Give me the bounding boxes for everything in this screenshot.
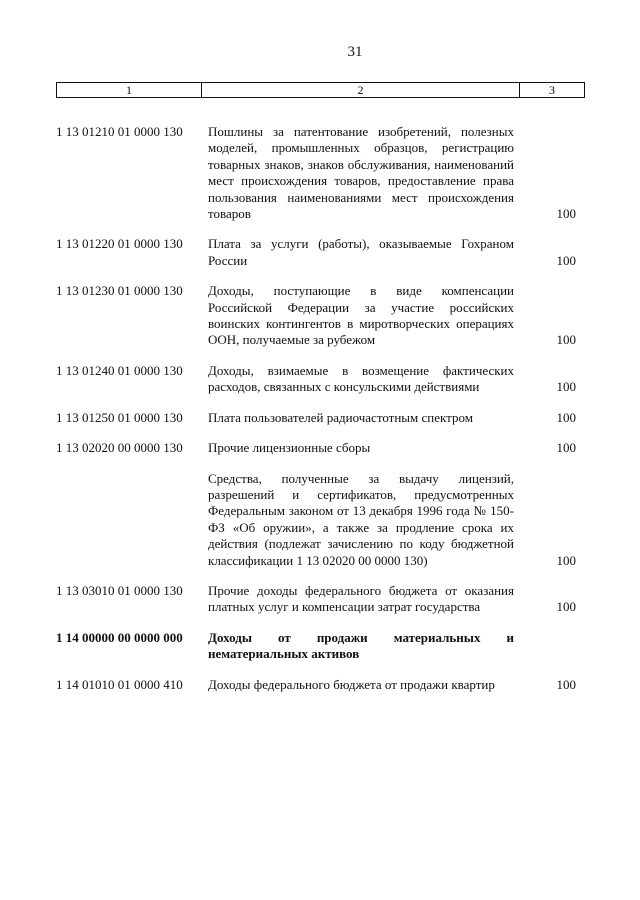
row-value <box>514 363 576 396</box>
table-row <box>56 471 576 569</box>
row-value-text: 100 <box>556 206 576 222</box>
row-description: Пошлины за патентование изобретений, полезных моделей, промышленных образцов, регистрацию товарных знаков, знаков обслуживания, наименований мест происхождения товаров, предоставление права пользования наименованиями мест происхождения товаров <box>208 124 514 222</box>
table-row <box>56 124 576 222</box>
row-code: 1 14 00000 00 0000 000 <box>56 629 183 645</box>
row-code: 1 13 03010 01 0000 130 <box>56 582 183 598</box>
row-value <box>514 677 576 693</box>
row-code: 1 13 02020 00 0000 130 <box>56 440 183 456</box>
row-code: 1 13 01230 01 0000 130 <box>56 283 183 299</box>
page-number: 31 <box>347 44 363 60</box>
row-value-text: 100 <box>556 379 576 395</box>
row-value <box>514 236 576 269</box>
table-row <box>56 283 576 349</box>
row-value-text: 100 <box>556 332 576 348</box>
table-row <box>56 410 576 426</box>
row-code: 1 13 01240 01 0000 130 <box>56 362 183 378</box>
row-description: Доходы федерального бюджета от продажи квартир <box>208 676 495 692</box>
table-header <box>56 82 585 98</box>
row-value-text: 100 <box>556 409 576 425</box>
row-value-text: 100 <box>556 599 576 615</box>
row-description: Плата за услуги (работы), оказываемые Гохраном России <box>208 236 514 268</box>
row-value <box>514 440 576 456</box>
header-col-3: 3 <box>549 83 555 97</box>
row-description: Прочие доходы федерального бюджета от оказания платных услуг и компенсации затрат государства <box>208 582 514 615</box>
row-description: Доходы, взимаемые в возмещение фактических расходов, связанных с консульскими действиями <box>208 362 514 395</box>
row-value-text: 100 <box>556 252 576 268</box>
table-body <box>56 124 576 707</box>
table-row <box>56 440 576 456</box>
row-value <box>514 471 576 569</box>
row-description: Плата пользователей радиочастотным спектром <box>208 409 473 425</box>
row-value-text: 100 <box>556 676 576 692</box>
row-code <box>56 471 208 569</box>
row-description: Прочие лицензионные сборы <box>208 440 371 456</box>
table-row <box>56 583 576 616</box>
row-value-text: 100 <box>556 552 576 568</box>
row-code: 1 13 01220 01 0000 130 <box>56 236 183 252</box>
row-value <box>514 583 576 616</box>
row-description: Доходы от продажи материальных и нематериальных активов <box>208 629 514 662</box>
row-value <box>514 630 576 663</box>
row-code: 1 13 01210 01 0000 130 <box>56 124 183 139</box>
row-value <box>514 410 576 426</box>
row-value <box>514 283 576 349</box>
table-row <box>56 236 576 269</box>
row-code: 1 14 01010 01 0000 410 <box>56 676 183 692</box>
row-description: Доходы, поступающие в виде компенсации Российской Федерации за участие российских воинских контингентов в миротворческих операциях ООН, получаемые за рубежом <box>208 283 514 348</box>
table-row <box>56 677 576 693</box>
header-col-1: 1 <box>57 83 202 97</box>
row-description: Средства, полученные за выдачу лицензий, разрешений и сертификатов, предусмотренных Федеральным законом от 13 декабря 1996 года № 150-ФЗ «Об оружии», а также за продление срока их действия (подлежат зачислению по коду бюджетной классификации 1 13 02020 00 0000 130) <box>208 470 514 568</box>
row-code: 1 13 01250 01 0000 130 <box>56 409 183 425</box>
header-col-2: 2 <box>202 83 520 97</box>
table-row-section <box>56 630 576 663</box>
row-value-text: 100 <box>556 440 576 456</box>
table-row <box>56 363 576 396</box>
row-value <box>514 124 576 222</box>
